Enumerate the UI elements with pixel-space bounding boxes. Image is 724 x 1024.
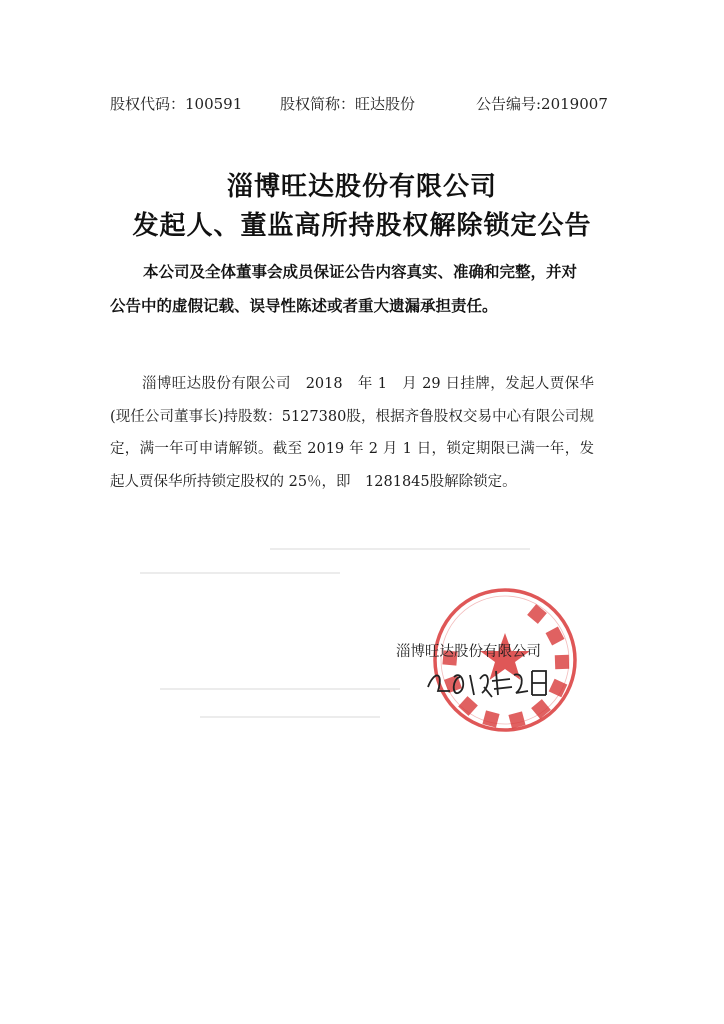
notice-number: 公告编号:2019007 <box>476 95 608 113</box>
bleed-through-mark <box>140 572 340 574</box>
notice-title: 发起人、董监高所持股权解除锁定公告 <box>132 211 592 241</box>
header-line <box>110 93 630 117</box>
handwritten-date-signature <box>424 657 554 701</box>
disclaimer-paragraph: 本公司及全体董事会成员保证公告内容真实、准确和完整，并对公告中的虚假记载、误导性陈述或者重大遗漏承担责任。 <box>110 263 578 315</box>
equity-code: 股权代码：100591 <box>110 95 243 113</box>
bleed-through-mark <box>270 548 530 550</box>
company-title: 淄博旺达股份有限公司 <box>226 172 497 202</box>
signing-company: 淄博旺达股份有限公司 <box>396 644 541 660</box>
bleed-through-mark <box>200 716 380 718</box>
bleed-through-mark <box>160 688 400 690</box>
body-paragraph: 淄博旺达股份有限公司 2018 年 1 月 29 日挂牌，发起人贾保华(现任公司董事长)持股数：5127380股，根据齐鲁股权交易中心有限公司规定，满一年可申请解锁。截至 2019 年 2 月 1 日，锁定期限已满一年，发起人贾保华所持锁定股权的 25％，即 1281845股解除锁定。 <box>110 376 594 490</box>
equity-abbreviation: 股权简称：旺达股份 <box>280 95 416 113</box>
